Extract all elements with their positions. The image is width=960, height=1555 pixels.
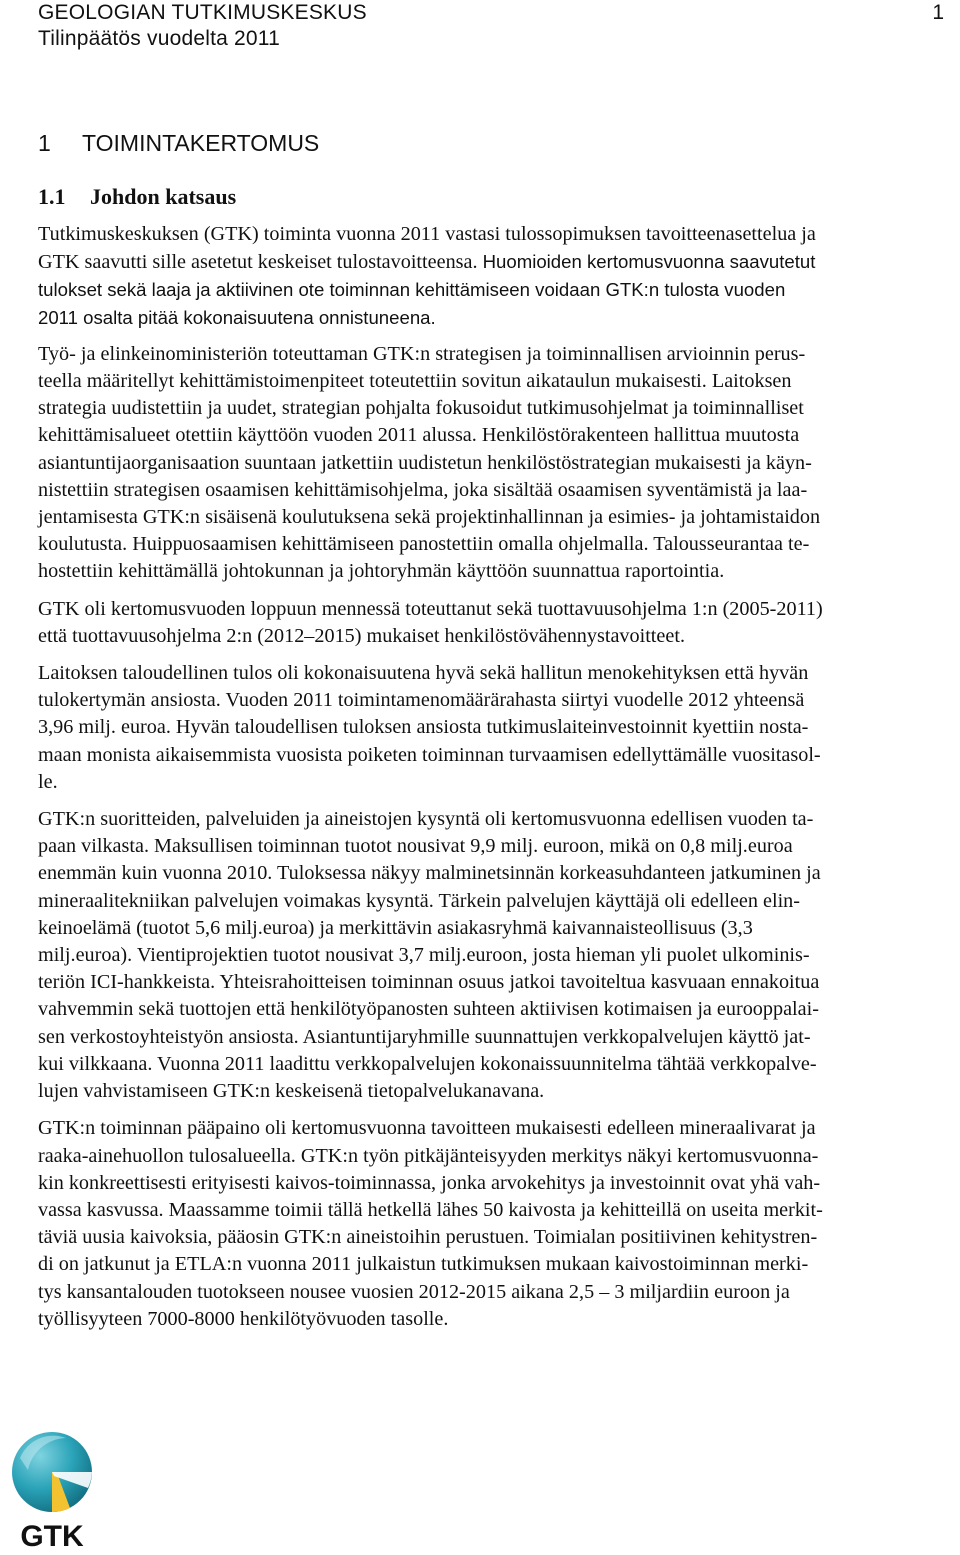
text-line: strategia uudistettiin ja uudet, strategian pohjalta fokusoidut tutkimusohjelmat ja toiminnalliset — [38, 397, 804, 420]
text-line: Laitoksen taloudellinen tulos oli kokonaisuutena hyvä sekä hallitun menokehityksen että hyvän — [38, 662, 809, 685]
text-line: kehittämisalueet otettiin käyttöön vuoden 2011 alussa. Henkilöstörakenteen hallittua muutosta — [38, 424, 800, 447]
body-text — [38, 221, 960, 1343]
text-line: tulokset sekä laaja ja aktiivinen ote toiminnan kehittämiseen voidaan GTK:n tulosta vuoden — [38, 279, 786, 301]
text-line: nistettiin strategisen osaamisen kehittämisohjelma, joka sisältää osaamisen syventämistä ja laa- — [38, 478, 808, 501]
header-report-title: Tilinpäätös vuodelta 2011 — [38, 27, 280, 50]
subsection-heading — [38, 183, 236, 211]
text-line: Työ- ja elinkeinoministeriön toteuttaman GTK:n strategisen ja toiminnallisen arvioinnin perus- — [38, 342, 806, 365]
paragraph — [38, 221, 960, 331]
text-line: kin konkreettisesti erityisesti kaivos-toiminnassa, jonka arvokehitys ja investoinnit ovat yhä vah- — [38, 1171, 821, 1194]
gtk-logo — [6, 1428, 98, 1550]
text-line: GTK:n suoritteiden, palveluiden ja aineistojen kysyntä oli kertomusvuonna edellisen vuoden ta- — [38, 808, 814, 831]
text-line: työllisyyteen 7000-8000 henkilötyövuoden tasolle. — [38, 1307, 449, 1330]
text-line: täviä uusia kaivoksia, pääosin GTK:n aineistoihin perustuen. Toimialan positiivinen kehitystren- — [38, 1226, 818, 1249]
header-organization: GEOLOGIAN TUTKIMUSKESKUS — [38, 1, 367, 24]
page-number: 1 — [932, 1, 944, 24]
text-line: hostettiin kehittämällä johtokunnan ja johtoryhmän käyttöön suunnattua raportointia. — [38, 560, 725, 583]
text-line: raaka-ainehuollon tulosalueella. GTK:n työn pitkäjänteisyyden merkitys näkyi kertomusvuonna- — [38, 1144, 819, 1167]
section-heading — [38, 128, 319, 158]
text-line: asiantuntijaorganisaation suuntaan jatkettiin uudistetun henkilöstöstrategian mukaisesti ja käyn- — [38, 451, 812, 474]
section-title: TOIMINTAKERTOMUS — [82, 130, 320, 156]
text-line: koulutusta. Huippuosaamisen kehittämiseen panostettiin omalla ohjelmalla. Talousseurantaa te- — [38, 533, 810, 556]
text-line: GTK:n toiminnan pääpaino oli kertomusvuonna tavoitteen mukaisesti edelleen mineraalivarat ja — [38, 1117, 816, 1140]
paragraph — [38, 660, 960, 796]
text-line: maan monista aikaisemmista vuosista poiketen toiminnan turvaamisen edellyttämälle vuositasol- — [38, 743, 821, 766]
text-line: milj.euroa). Vientiprojektien tuotot nousivat 3,7 milj.euroon, josta hieman yli puolet ulkominis- — [38, 944, 810, 967]
paragraph — [38, 806, 960, 1105]
section-number: 1 — [38, 130, 51, 156]
text-line: teella määritellyt kehittämistoimenpiteet toteutettiin sovitun aikataulun mukaisesti. Laitoksen — [38, 370, 792, 393]
text-line: keinoelämä (tuotot 5,6 milj.euroa) ja merkittävin asiakasryhmä kaivannaisteollisuus (3,3 — [38, 916, 753, 939]
text-line: jentamisesta GTK:n sisäisenä koulutuksena sekä projektinhallinnan ja esimies- ja johtamistaidon — [38, 506, 821, 529]
subsection-title: Johdon katsaus — [90, 184, 237, 209]
text-line: tulokertymän ansiosta. Vuoden 2011 toimintamenomäärärahasta siirtyi vuodelle 2012 yhteensä — [38, 689, 805, 712]
paragraph — [38, 341, 960, 586]
text-line: sen verkostoyhteistyön ansiosta. Asiantuntijaryhmille suunnattujen verkkopalvelujen käyttö jat- — [38, 1025, 811, 1048]
text-line: GTK oli kertomusvuoden loppuun mennessä toteuttanut sekä tuottavuusohjelma 1:n (2005-2011) — [38, 597, 823, 620]
text-line: 3,96 milj. euroa. Hyvän taloudellisen tuloksen ansiosta tutkimuslaiteinvestoinnit kyettiin nosta- — [38, 716, 809, 739]
text-line: di on jatkunut ja ETLA:n vuonna 2011 julkaistun tutkimuksen mukaan kaivostoiminnan merki- — [38, 1253, 809, 1276]
text-line: vassa kasvussa. Maassamme toimii tällä hetkellä lähes 50 kaivosta ja kehitteillä on useita merkit- — [38, 1198, 823, 1221]
text-line: lujen vahvistamiseen GTK:n keskeisenä tietopalvelukanavana. — [38, 1080, 545, 1103]
text-line: kui vilkkaana. Vuonna 2011 laadittu verkkopalvelujen kokonaissuunnitelma tähtää verkkopalve- — [38, 1052, 817, 1075]
paragraph — [38, 596, 960, 650]
text-line: että tuottavuusohjelma 2:n (2012–2015) mukaiset henkilöstövähennystavoitteet. — [38, 624, 685, 647]
text-line: mineraalitekniikan palvelujen voimakas kysyntä. Tärkein palvelujen käyttäjä oli edelleen elin- — [38, 889, 800, 912]
text-line: GTK saavutti sille asetetut keskeiset tulostavoitteensa. Huomioiden kertomusvuonna saavutetut — [38, 251, 816, 274]
text-line: 2011 osalta pitää kokonaisuutena onnistuneena. — [38, 306, 436, 328]
text-line: paan vilkasta. Maksullisen toiminnan tuotot nousivat 9,9 milj. euroon, mikä on 0,8 milj.euroa — [38, 835, 793, 858]
text-line: Tutkimuskeskuksen (GTK) toiminta vuonna 2011 vastasi tulossopimuksen tavoitteenasettelua ja — [38, 223, 816, 245]
subsection-number: 1.1 — [38, 184, 66, 209]
text-line: enemmän kuin vuonna 2010. Tuloksessa näkyy malminetsinnän korkeasuhdanteen jatkuminen ja — [38, 862, 821, 885]
logo-text: GTK — [20, 1520, 84, 1550]
text-line: teriön ICI-hankkeista. Yhteisrahoitteisen toiminnan osuus jatkoi tavoiteltua kasvuaan ennakoitua — [38, 971, 820, 994]
paragraph — [38, 1115, 960, 1333]
text-line: tys kansantalouden tuotokseen nousee vuosien 2012-2015 aikana 2,5 – 3 miljardiin euroon ja — [38, 1280, 790, 1303]
text-line: vahvemmin sekä tuottojen että henkilötyöpanosten suhteen aktiivisen kotimaisen ja eurooppalai- — [38, 998, 819, 1021]
text-line: le. — [38, 770, 58, 793]
